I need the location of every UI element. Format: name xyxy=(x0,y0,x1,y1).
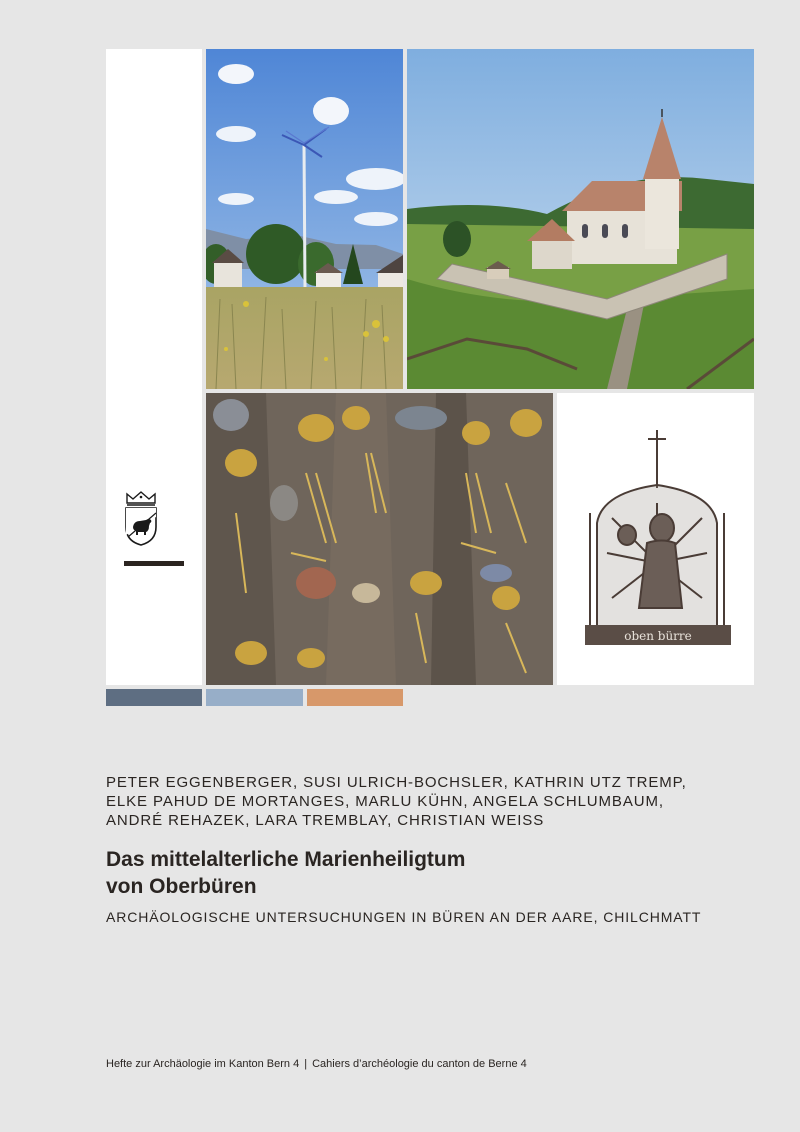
photo-meadow-with-sculpture xyxy=(206,49,403,389)
series-line xyxy=(106,1058,766,1070)
series-separator: | xyxy=(304,1058,308,1070)
authors-line: PETER EGGENBERGER, SUSI ULRICH-BOCHSLER, KATHRIN UTZ TREMP, xyxy=(106,774,687,791)
book-title xyxy=(106,846,766,900)
color-bar-orange xyxy=(307,689,403,706)
title-line: Das mittelalterliche Marienheiligtum xyxy=(106,848,466,871)
cover-white-strip xyxy=(106,49,202,685)
color-bar-dark-blue xyxy=(106,689,202,706)
authors-line: ANDRÉ REHAZEK, LARA TREMBLAY, CHRISTIAN WEISS xyxy=(106,812,545,829)
authors-line: ELKE PAHUD DE MORTANGES, MARLU KÜHN, ANGELA SCHLUMBAUM, xyxy=(106,793,664,810)
series-french: Cahiers d’archéologie du canton de Berne 4 xyxy=(312,1058,527,1070)
book-subtitle: ARCHÄOLOGISCHE UNTERSUCHUNGEN IN BÜREN AN DER AARE, CHILCHMATT xyxy=(106,909,702,925)
photo-excavation-graves xyxy=(206,393,553,685)
title-line: von Oberbüren xyxy=(106,875,257,898)
color-bar-light-blue xyxy=(206,689,303,706)
logo-underline-bar xyxy=(124,561,184,566)
badge-inscription: oben bürre xyxy=(624,629,692,643)
authors-block xyxy=(106,773,766,830)
bern-coat-of-arms-icon xyxy=(124,491,158,547)
photo-church-reconstruction xyxy=(407,49,754,389)
photo-pilgrim-badge xyxy=(557,393,754,685)
series-german: Hefte zur Archäologie im Kanton Bern 4 xyxy=(106,1058,300,1070)
